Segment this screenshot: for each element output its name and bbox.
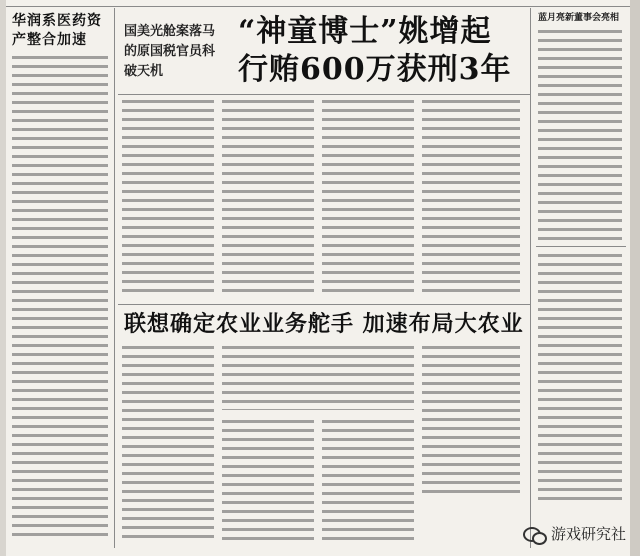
lower-lead-paragraph	[222, 346, 414, 410]
watermark-text: 游戏研究社	[550, 525, 626, 543]
page-edge-left	[0, 0, 6, 556]
lower-body-col-3	[322, 420, 414, 542]
left-column-body	[12, 56, 108, 536]
feature-body-col-1	[122, 100, 214, 296]
column-divider-left	[114, 8, 115, 548]
lower-body-col-4	[422, 346, 520, 496]
right-column-rule	[536, 246, 626, 247]
wechat-icon	[523, 525, 545, 543]
feature-body-col-3	[322, 100, 414, 296]
feature-top-rule	[118, 94, 530, 95]
lower-body-col-2	[222, 420, 314, 542]
lower-top-rule	[118, 304, 530, 305]
watermark	[523, 523, 626, 544]
top-rule	[6, 6, 630, 7]
lower-body-col-1	[122, 346, 214, 542]
page-edge-right	[630, 0, 640, 556]
left-column-headline: 华润系医药资产整合加速	[12, 13, 102, 48]
column-divider-right	[530, 8, 531, 548]
right-column-headline: 蓝月亮新董事会亮相	[538, 13, 620, 23]
right-column-body-top	[538, 30, 622, 240]
feature-body-col-4	[422, 100, 520, 296]
lower-headline: 联想确定农业业务舵手 加速布局大农业	[124, 311, 524, 337]
right-column-body-bottom	[538, 254, 622, 504]
feature-headline-line2: 行贿600万获刑3年	[238, 52, 512, 87]
feature-body-col-2	[222, 100, 314, 296]
feature-headline-line1: “神童博士”姚增起	[238, 14, 492, 49]
feature-deck: 国美光舱案落马的原国税官员科破天机	[124, 24, 216, 79]
